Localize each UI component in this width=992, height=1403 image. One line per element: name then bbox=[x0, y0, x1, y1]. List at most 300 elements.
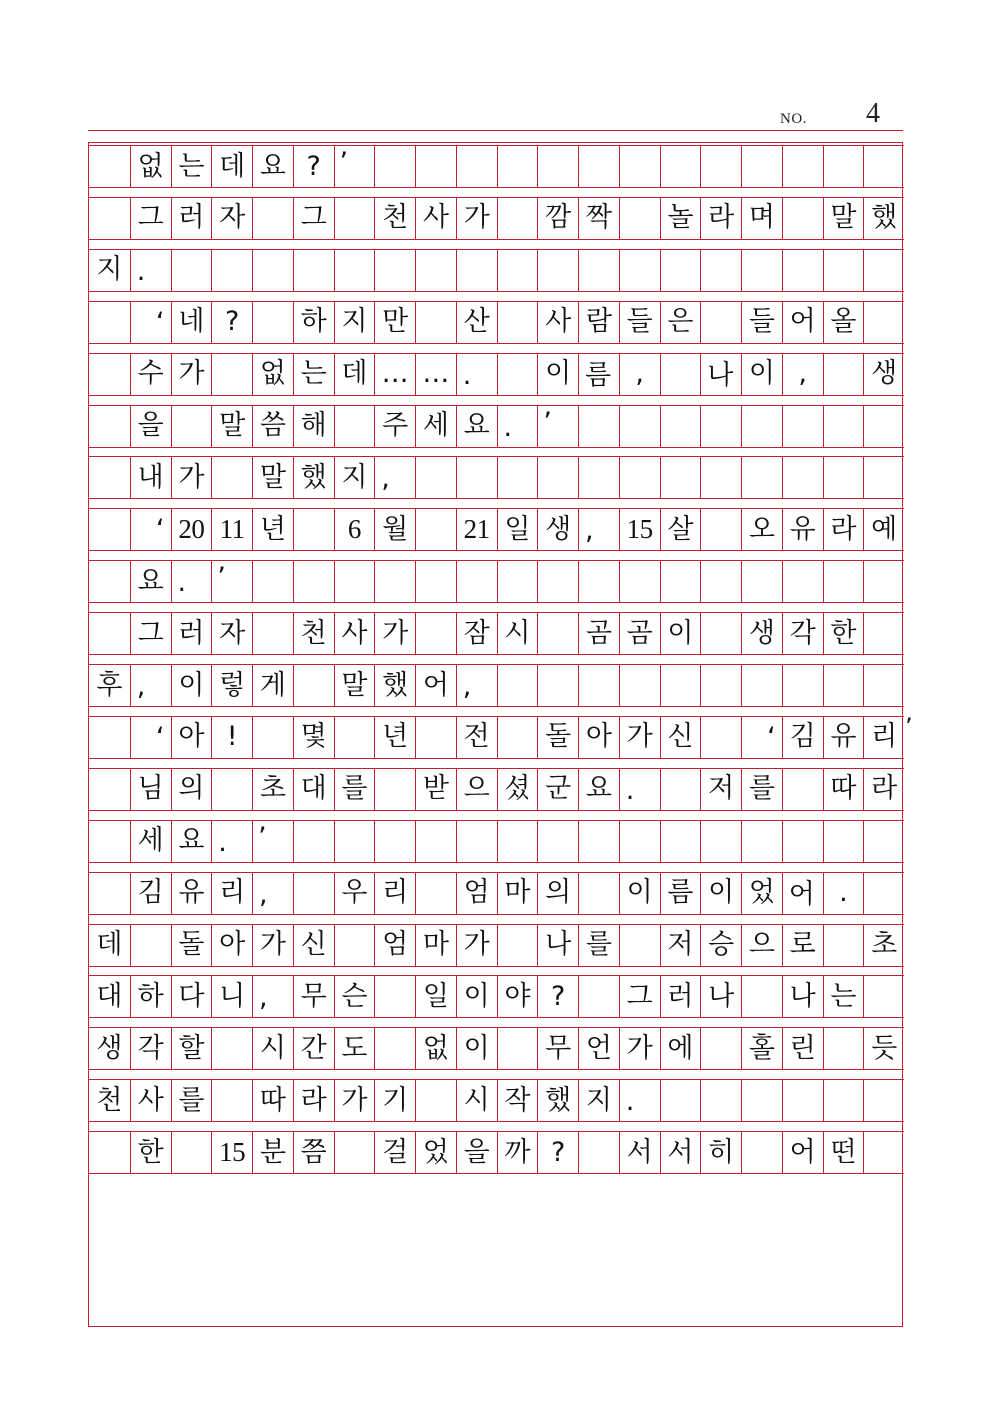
grid-cell bbox=[782, 820, 823, 862]
grid-cell bbox=[89, 197, 130, 239]
row-bottom-rule bbox=[89, 395, 904, 396]
grid-cell: 한 bbox=[823, 612, 864, 654]
grid-cell: 어 bbox=[782, 1131, 823, 1173]
grid-cell bbox=[456, 456, 497, 498]
grid-cell: 었 bbox=[741, 872, 782, 914]
grid-cell bbox=[537, 664, 578, 706]
grid-cell: 그 bbox=[619, 975, 660, 1017]
grid-cell: 도 bbox=[334, 1027, 375, 1069]
grid-cell bbox=[660, 1079, 701, 1121]
grid-cell: 의 bbox=[537, 872, 578, 914]
grid-cell bbox=[415, 560, 456, 602]
grid-cell: 요 bbox=[456, 405, 497, 447]
grid-cell: ‘ bbox=[741, 716, 782, 758]
grid-cell bbox=[863, 145, 904, 187]
grid-cell: 가 bbox=[171, 353, 212, 395]
grid-cell: 러 bbox=[171, 612, 212, 654]
grid-cell: 대 bbox=[96, 980, 123, 1012]
grid-cell: 년 bbox=[252, 508, 293, 550]
grid-cell bbox=[660, 664, 701, 706]
grid-cell: 그 bbox=[130, 197, 171, 239]
grid-cell bbox=[252, 197, 293, 239]
grid-cell bbox=[578, 1131, 619, 1173]
grid-cell bbox=[415, 612, 456, 654]
grid-cell bbox=[863, 560, 904, 602]
grid-cell bbox=[130, 924, 171, 966]
grid-cell bbox=[293, 664, 334, 706]
grid-cell: 사 bbox=[334, 612, 375, 654]
grid-cell: . bbox=[823, 872, 864, 914]
grid-cell: 지 bbox=[96, 254, 123, 286]
grid-cell: 언 bbox=[578, 1027, 619, 1069]
grid-cell bbox=[660, 405, 701, 447]
grid-cell bbox=[89, 612, 130, 654]
grid-cell: 했 bbox=[863, 197, 904, 239]
grid-cell bbox=[171, 249, 212, 291]
page-number-label: NO. bbox=[780, 111, 807, 127]
grid-cell bbox=[700, 405, 741, 447]
grid-cell bbox=[537, 612, 578, 654]
grid-cell: 쯤 bbox=[293, 1131, 334, 1173]
grid-cell bbox=[415, 249, 456, 291]
grid-cell: 서 bbox=[660, 1131, 701, 1173]
grid-cell bbox=[863, 975, 904, 1017]
row-bottom-rule bbox=[89, 758, 904, 759]
grid-cell: 했 bbox=[293, 456, 334, 498]
grid-cell bbox=[782, 249, 823, 291]
grid-cell: ? bbox=[293, 145, 334, 187]
grid-cell bbox=[863, 872, 904, 914]
grid-cell: 의 bbox=[171, 768, 212, 810]
grid-cell: 들 bbox=[741, 301, 782, 343]
grid-cell: ? bbox=[537, 1131, 578, 1173]
grid-cell bbox=[497, 456, 538, 498]
grid-cell bbox=[497, 353, 538, 395]
grid-cell bbox=[578, 664, 619, 706]
grid-row bbox=[89, 249, 904, 291]
grid-row bbox=[89, 820, 904, 862]
row-bottom-rule bbox=[89, 187, 904, 188]
grid-cell: 생 bbox=[537, 508, 578, 550]
grid-cell: 라 bbox=[863, 768, 904, 810]
grid-cell bbox=[89, 353, 130, 395]
grid-cell bbox=[823, 820, 864, 862]
grid-cell: . bbox=[456, 353, 497, 395]
grid-cell: 에 bbox=[660, 1027, 701, 1069]
grid-cell: 은 bbox=[660, 301, 701, 343]
grid-cell bbox=[863, 664, 904, 706]
grid-cell bbox=[619, 560, 660, 602]
grid-cell: 리 bbox=[211, 872, 252, 914]
grid-cell bbox=[211, 1079, 252, 1121]
grid-cell: 이 bbox=[619, 872, 660, 914]
grid-cell bbox=[700, 1079, 741, 1121]
row-bottom-rule bbox=[89, 966, 904, 967]
grid-cell bbox=[619, 145, 660, 187]
grid-cell: ‘ bbox=[130, 301, 171, 343]
grid-cell: 그 bbox=[293, 197, 334, 239]
grid-cell: 엄 bbox=[374, 924, 415, 966]
grid-cell: 가 bbox=[619, 716, 660, 758]
grid-row bbox=[89, 716, 904, 758]
grid-cell: 히 bbox=[700, 1131, 741, 1173]
grid-cell bbox=[293, 560, 334, 602]
grid-cell bbox=[252, 249, 293, 291]
grid-cell: 우 bbox=[334, 872, 375, 914]
grid-cell: 름 bbox=[660, 872, 701, 914]
grid-cell: ’ bbox=[211, 560, 252, 602]
grid-cell: 짝 bbox=[578, 197, 619, 239]
grid-cell: 가 bbox=[619, 1027, 660, 1069]
grid-cell: 저 bbox=[660, 924, 701, 966]
grid-cell bbox=[741, 249, 782, 291]
grid-cell bbox=[619, 197, 660, 239]
grid-cell: 렇 bbox=[211, 664, 252, 706]
grid-cell: 깜 bbox=[537, 197, 578, 239]
grid-cell: 하 bbox=[130, 975, 171, 1017]
grid-cell bbox=[415, 508, 456, 550]
grid-cell bbox=[537, 820, 578, 862]
grid-cell bbox=[497, 249, 538, 291]
grid-cell: 지 bbox=[334, 456, 375, 498]
grid-cell: 을 bbox=[456, 1131, 497, 1173]
grid-cell bbox=[89, 508, 130, 550]
grid-cell: 는 bbox=[293, 353, 334, 395]
grid-cell bbox=[211, 456, 252, 498]
grid-cell: 이 bbox=[537, 353, 578, 395]
grid-cell bbox=[334, 716, 375, 758]
grid-cell bbox=[700, 820, 741, 862]
grid-cell: 마 bbox=[415, 924, 456, 966]
grid-cell: 생 bbox=[96, 1032, 123, 1064]
grid-cell: 세 bbox=[130, 820, 171, 862]
grid-cell: 나 bbox=[782, 975, 823, 1017]
grid-cell: 러 bbox=[171, 197, 212, 239]
grid-cell bbox=[823, 145, 864, 187]
grid-cell: . bbox=[497, 405, 538, 447]
grid-cell: 군 bbox=[537, 768, 578, 810]
grid-cell bbox=[415, 301, 456, 343]
header-rule bbox=[88, 130, 903, 131]
grid-cell bbox=[619, 664, 660, 706]
grid-cell bbox=[89, 820, 130, 862]
row-bottom-rule bbox=[89, 654, 904, 655]
row-bottom-rule bbox=[89, 914, 904, 915]
grid-cell: , bbox=[252, 872, 293, 914]
grid-cell: … bbox=[374, 353, 415, 395]
grid-row bbox=[89, 145, 904, 187]
grid-cell bbox=[700, 1027, 741, 1069]
grid-row bbox=[89, 560, 904, 602]
grid-cell bbox=[700, 145, 741, 187]
grid-cell bbox=[89, 301, 130, 343]
grid-cell bbox=[741, 975, 782, 1017]
grid-cell bbox=[415, 872, 456, 914]
grid-cell: 리 bbox=[863, 716, 904, 758]
grid-cell bbox=[863, 1131, 904, 1173]
grid-cell bbox=[823, 456, 864, 498]
grid-cell bbox=[823, 1079, 864, 1121]
grid-cell: 승 bbox=[700, 924, 741, 966]
grid-cell bbox=[741, 145, 782, 187]
grid-cell bbox=[89, 145, 130, 187]
grid-cell: 데 bbox=[334, 353, 375, 395]
grid-cell: 나 bbox=[700, 353, 741, 395]
grid-cell bbox=[578, 975, 619, 1017]
grid-cell bbox=[660, 249, 701, 291]
grid-cell bbox=[863, 456, 904, 498]
grid-cell bbox=[334, 405, 375, 447]
grid-row bbox=[89, 197, 904, 239]
row-bottom-rule bbox=[89, 239, 904, 240]
grid-cell: 주 bbox=[374, 405, 415, 447]
grid-cell: 네 bbox=[171, 301, 212, 343]
grid-cell bbox=[823, 1027, 864, 1069]
grid-cell: 할 bbox=[171, 1027, 212, 1069]
grid-cell: 을 bbox=[130, 405, 171, 447]
grid-cell bbox=[578, 456, 619, 498]
grid-cell: 시 bbox=[252, 1027, 293, 1069]
grid-cell: . bbox=[171, 560, 212, 602]
grid-cell: 라 bbox=[700, 197, 741, 239]
grid-cell bbox=[497, 664, 538, 706]
grid-row bbox=[89, 1027, 904, 1069]
grid-cell: , bbox=[252, 975, 293, 1017]
grid-cell bbox=[537, 456, 578, 498]
grid-cell: 하 bbox=[293, 301, 334, 343]
grid-cell: 를 bbox=[741, 768, 782, 810]
grid-cell bbox=[211, 249, 252, 291]
grid-cell bbox=[252, 560, 293, 602]
grid-cell: 야 bbox=[497, 975, 538, 1017]
grid-cell: 걸 bbox=[374, 1131, 415, 1173]
grid-cell bbox=[211, 768, 252, 810]
grid-cell: 들 bbox=[619, 301, 660, 343]
grid-cell bbox=[497, 197, 538, 239]
grid-row bbox=[89, 612, 904, 654]
grid-cell bbox=[660, 456, 701, 498]
grid-cell bbox=[741, 1131, 782, 1173]
grid-cell: ? bbox=[537, 975, 578, 1017]
grid-cell bbox=[823, 560, 864, 602]
grid-cell bbox=[415, 145, 456, 187]
grid-cell bbox=[782, 145, 823, 187]
grid-cell: 가 bbox=[456, 197, 497, 239]
grid-cell: 를 bbox=[334, 768, 375, 810]
grid-cell bbox=[497, 560, 538, 602]
grid-cell: 마 bbox=[497, 872, 538, 914]
grid-cell: ’ bbox=[334, 145, 375, 187]
grid-cell bbox=[89, 1131, 130, 1173]
grid-cell bbox=[374, 975, 415, 1017]
grid-cell: 신 bbox=[293, 924, 334, 966]
grid-cell: , bbox=[782, 353, 823, 395]
grid-cell: 천 bbox=[293, 612, 334, 654]
grid-cell: 대 bbox=[293, 768, 334, 810]
grid-cell: 러 bbox=[660, 975, 701, 1017]
grid-cell bbox=[334, 560, 375, 602]
grid-cell bbox=[374, 145, 415, 187]
grid-cell: 각 bbox=[130, 1027, 171, 1069]
grid-cell bbox=[823, 249, 864, 291]
grid-cell bbox=[700, 249, 741, 291]
grid-cell bbox=[415, 1079, 456, 1121]
manuscript-grid bbox=[88, 142, 903, 1327]
grid-cell: 서 bbox=[619, 1131, 660, 1173]
grid-row bbox=[89, 353, 904, 395]
grid-cell: 21 bbox=[456, 508, 497, 550]
grid-cell: 오 bbox=[741, 508, 782, 550]
grid-cell: 생 bbox=[741, 612, 782, 654]
grid-cell: 각 bbox=[782, 612, 823, 654]
grid-cell bbox=[578, 560, 619, 602]
grid-cell: 했 bbox=[537, 1079, 578, 1121]
grid-cell: 말 bbox=[334, 664, 375, 706]
grid-cell: 무 bbox=[293, 975, 334, 1017]
page-header bbox=[0, 0, 992, 140]
grid-cell bbox=[782, 664, 823, 706]
grid-cell: 천 bbox=[374, 197, 415, 239]
grid-cell: 돌 bbox=[171, 924, 212, 966]
grid-cell bbox=[211, 353, 252, 395]
grid-cell bbox=[863, 249, 904, 291]
grid-row bbox=[89, 508, 904, 550]
grid-cell: 전 bbox=[456, 716, 497, 758]
grid-cell: 요 bbox=[171, 820, 212, 862]
grid-cell: 아 bbox=[171, 716, 212, 758]
grid-cell: . bbox=[619, 768, 660, 810]
grid-cell bbox=[89, 716, 130, 758]
grid-cell: 요 bbox=[578, 768, 619, 810]
grid-cell: 생 bbox=[863, 353, 904, 395]
grid-cell: , bbox=[130, 664, 171, 706]
grid-cell: 지 bbox=[578, 1079, 619, 1121]
grid-cell: 11 bbox=[211, 508, 252, 550]
grid-cell: 저 bbox=[700, 768, 741, 810]
grid-cell: 자 bbox=[211, 612, 252, 654]
row-bottom-rule bbox=[89, 810, 904, 811]
grid-cell bbox=[456, 820, 497, 862]
row-bottom-rule bbox=[89, 1173, 904, 1174]
row-bottom-rule bbox=[89, 602, 904, 603]
grid-cell: 가 bbox=[171, 456, 212, 498]
grid-cell: 다 bbox=[171, 975, 212, 1017]
grid-cell bbox=[374, 820, 415, 862]
grid-cell: 요 bbox=[252, 145, 293, 187]
grid-cell bbox=[660, 353, 701, 395]
grid-cell: 시 bbox=[456, 1079, 497, 1121]
grid-cell: ? bbox=[211, 301, 252, 343]
grid-cell bbox=[537, 145, 578, 187]
grid-row bbox=[89, 456, 904, 498]
grid-cell: 수 bbox=[130, 353, 171, 395]
grid-cell bbox=[456, 249, 497, 291]
grid-cell bbox=[89, 405, 130, 447]
row-bottom-rule bbox=[89, 706, 904, 707]
grid-cell: 곰 bbox=[578, 612, 619, 654]
grid-cell bbox=[497, 820, 538, 862]
grid-cell: 아 bbox=[211, 924, 252, 966]
grid-cell: 가 bbox=[456, 924, 497, 966]
grid-cell: 내 bbox=[130, 456, 171, 498]
grid-cell bbox=[578, 820, 619, 862]
grid-cell bbox=[660, 820, 701, 862]
grid-cell: 했 bbox=[374, 664, 415, 706]
grid-cell: 따 bbox=[823, 768, 864, 810]
grid-cell: 데 bbox=[96, 929, 123, 960]
grid-cell bbox=[252, 301, 293, 343]
grid-cell bbox=[89, 872, 130, 914]
grid-cell: 살 bbox=[660, 508, 701, 550]
grid-cell: 니 bbox=[211, 975, 252, 1017]
grid-cell: 나 bbox=[537, 924, 578, 966]
grid-cell bbox=[619, 405, 660, 447]
grid-cell bbox=[334, 1131, 375, 1173]
grid-cell: 으 bbox=[741, 924, 782, 966]
grid-cell: 말 bbox=[823, 197, 864, 239]
grid-cell bbox=[578, 405, 619, 447]
grid-cell: 어 bbox=[782, 872, 823, 914]
grid-cell: 없 bbox=[130, 145, 171, 187]
grid-cell bbox=[700, 664, 741, 706]
grid-cell: 가 bbox=[374, 612, 415, 654]
grid-cell: 이 bbox=[456, 1027, 497, 1069]
grid-cell: 산 bbox=[456, 301, 497, 343]
grid-row bbox=[89, 301, 904, 343]
grid-cell bbox=[415, 456, 456, 498]
row-bottom-rule bbox=[89, 291, 904, 292]
grid-cell: 곰 bbox=[619, 612, 660, 654]
grid-cell: 6 bbox=[334, 508, 375, 550]
grid-cell: 돌 bbox=[537, 716, 578, 758]
grid-cell: 말 bbox=[211, 405, 252, 447]
grid-cell: 올 bbox=[823, 301, 864, 343]
grid-row bbox=[89, 924, 904, 966]
grid-cell bbox=[89, 456, 130, 498]
grid-cell bbox=[415, 820, 456, 862]
grid-cell: 엄 bbox=[456, 872, 497, 914]
grid-cell: , bbox=[374, 456, 415, 498]
grid-cell bbox=[741, 560, 782, 602]
grid-cell bbox=[578, 145, 619, 187]
grid-cell: 이 bbox=[660, 612, 701, 654]
grid-row bbox=[89, 1079, 904, 1121]
grid-cell: 초 bbox=[252, 768, 293, 810]
grid-cell: 나 bbox=[700, 975, 741, 1017]
grid-cell bbox=[619, 924, 660, 966]
grid-cell: 시 bbox=[497, 612, 538, 654]
grid-cell: 요 bbox=[130, 560, 171, 602]
grid-cell bbox=[374, 249, 415, 291]
grid-cell: 받 bbox=[415, 768, 456, 810]
grid-cell: 해 bbox=[293, 405, 334, 447]
grid-row bbox=[89, 768, 904, 810]
grid-cell bbox=[334, 924, 375, 966]
grid-cell bbox=[741, 456, 782, 498]
grid-cell bbox=[497, 301, 538, 343]
grid-cell bbox=[497, 924, 538, 966]
grid-cell: 라 bbox=[823, 508, 864, 550]
grid-cell: 를 bbox=[578, 924, 619, 966]
grid-cell: 20 bbox=[171, 508, 212, 550]
grid-cell bbox=[171, 405, 212, 447]
grid-cell bbox=[741, 405, 782, 447]
grid-cell: 말 bbox=[252, 456, 293, 498]
grid-cell: 라 bbox=[293, 1079, 334, 1121]
grid-cell bbox=[415, 716, 456, 758]
grid-cell: 슨 bbox=[334, 975, 375, 1017]
grid-cell bbox=[374, 768, 415, 810]
